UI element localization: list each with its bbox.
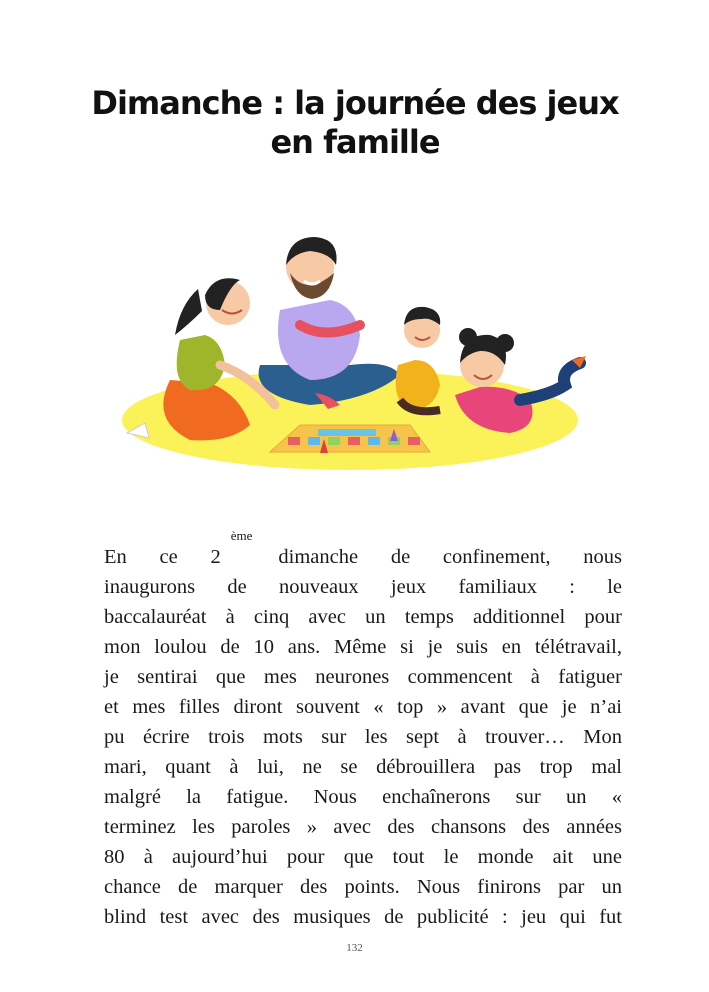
body-line: chance de marquer des points. Nous finirons par un bbox=[104, 876, 622, 898]
body-paragraph bbox=[104, 528, 622, 932]
title-line-1: Dimanche : la journée des jeux bbox=[91, 84, 619, 122]
father-figure bbox=[259, 237, 400, 409]
body-line: baccalauréat à cinq avec un temps additionnel pour bbox=[104, 606, 622, 628]
family-board-game-illustration bbox=[110, 215, 590, 485]
body-line-1-end: dimanche de confinement, nous bbox=[278, 546, 622, 568]
page-title bbox=[60, 84, 650, 162]
body-line: inaugurons de nouveaux jeux familiaux : le bbox=[104, 576, 622, 598]
title-line-2: en famille bbox=[270, 123, 440, 161]
body-line: terminez les paroles » avec des chansons des années bbox=[104, 816, 622, 838]
ordinal-suffix: ème bbox=[230, 528, 253, 543]
body-line: 80 à aujourd’hui pour que tout le monde ait une bbox=[104, 846, 622, 868]
body-line: je sentirai que mes neurones commencent à fatiguer bbox=[104, 666, 622, 688]
body-line: blind test avec des musiques de publicité : jeu qui fut bbox=[104, 906, 622, 928]
body-line bbox=[104, 528, 622, 572]
body-line: malgré la fatigue. Nous enchaînerons sur un « bbox=[104, 786, 622, 808]
body-line: pu écrire trois mots sur les sept à trouver… Mon bbox=[104, 726, 622, 748]
body-line-1-start: En ce 2 bbox=[104, 546, 221, 568]
body-line: mari, quant à lui, ne se débrouillera pas trop mal bbox=[104, 756, 622, 778]
card-stack bbox=[318, 429, 376, 436]
body-line: mon loulou de 10 ans. Même si je suis en télétravail, bbox=[104, 636, 622, 658]
body-line: et mes filles diront souvent « top » avant que je n’ai bbox=[104, 696, 622, 718]
page-number: 132 bbox=[346, 942, 363, 954]
son-figure bbox=[396, 307, 440, 411]
